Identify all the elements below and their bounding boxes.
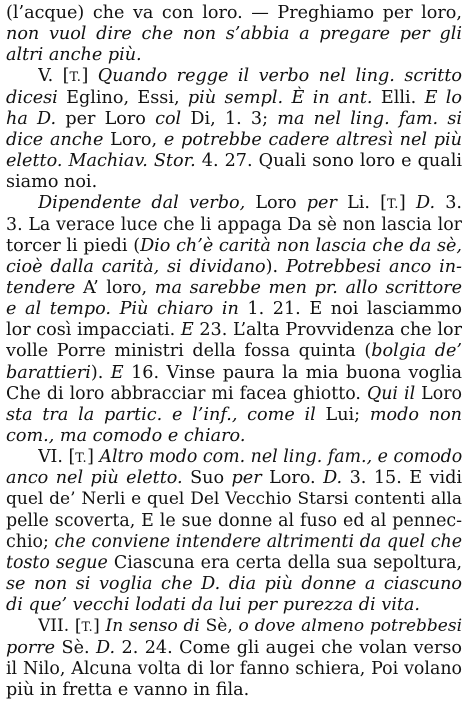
text-segment: Loro,	[103, 129, 164, 150]
text-segment: ]	[93, 616, 106, 637]
italic-text-segment: Potrebbesi anco in-	[285, 256, 462, 277]
text-segment: pelle scoverta, E le sue donne al fuso ed al pennec-	[6, 510, 462, 531]
text-segment: più in fretta e vanno in fila.	[6, 679, 250, 700]
italic-text-segment: e al tempo. Più chiaro in	[6, 299, 239, 320]
italic-text-segment: E	[110, 362, 124, 383]
text-segment: chio;	[6, 531, 55, 552]
text-segment: Sè,	[199, 616, 239, 637]
text-segment: torcer li piedi (	[6, 235, 141, 256]
italic-text-segment: per	[306, 193, 337, 214]
text-segment: ]	[398, 193, 416, 214]
italic-text-segment: dice anche	[6, 129, 104, 150]
italic-text-segment: eletto. Machiav. Stor.	[6, 151, 196, 172]
text-segment: ).	[265, 256, 286, 277]
text-segment: Lui;	[315, 404, 370, 425]
text-segment: T.	[387, 197, 399, 213]
italic-text-segment: cioè dalla carità, si dividano	[6, 256, 266, 277]
text-segment: VI. [	[38, 447, 76, 468]
italic-text-segment: tosto segue	[6, 552, 108, 573]
italic-text-segment: E	[180, 320, 194, 341]
italic-text-segment: se non si voglia che D. dia più donne a ciascuno	[6, 574, 462, 595]
italic-text-segment: per	[231, 468, 262, 489]
italic-text-segment: D.	[415, 193, 436, 214]
italic-text-segment: altri anche più.	[6, 45, 142, 66]
text-segment: volle Porre ministri della fossa quinta (	[6, 341, 372, 362]
text-segment: Eglino, Essi,	[57, 87, 188, 108]
italic-text-segment: Qui il	[366, 383, 416, 404]
italic-text-segment: più sempl.	[187, 87, 284, 108]
text-segment: 3. La verace luce che li appaga Da sè non lascia lor	[6, 214, 462, 235]
text-segment: lor così impacciati.	[6, 320, 181, 341]
text-segment: (l’acque) che va con loro. — Preghiamo per loro,	[6, 3, 462, 23]
italic-text-segment: tendere	[6, 277, 76, 298]
italic-text-segment: col	[155, 108, 182, 129]
text-segment: 4. 27. Quali sono loro e quali	[195, 151, 462, 172]
italic-text-segment: D.	[323, 468, 343, 489]
italic-text-segment: che conviene intendere altrimenti da quel che	[54, 531, 462, 552]
italic-text-segment: ha D.	[6, 108, 57, 129]
text-segment: 2. 24. Come gli augei che volan verso	[115, 637, 462, 658]
text-segment: 1. 21. E noi lasciammo	[238, 299, 462, 320]
italic-text-segment: Dio ch’è carità non lascia che da sè,	[140, 235, 462, 256]
italic-text-segment: o dove almeno potrebbesi	[238, 616, 462, 637]
text-segment: T.	[81, 619, 94, 635]
text-segment: V. [	[38, 66, 70, 87]
text-line	[6, 678, 462, 702]
text-segment: 16. Vinse paura la mia buona voglia	[123, 362, 462, 383]
text-segment: T.	[75, 451, 88, 467]
italic-text-segment: non vuol dire che non s’abbia a pregare per gli	[6, 24, 462, 45]
italic-text-segment: D.	[96, 637, 116, 658]
text-segment: il Nilo, Alcuna volta di lor fanno schiera, Poi volano	[6, 658, 462, 679]
italic-text-segment: Dipendente dal verbo,	[38, 193, 246, 214]
italic-text-segment: Altro modo com. nel ling. fam., e comodo	[99, 447, 462, 468]
text-segment: Elli.	[372, 87, 425, 108]
text-segment: 3.	[435, 193, 462, 214]
text-segment: T.	[69, 70, 82, 86]
italic-text-segment: di que’ vecchi lodati da lui per purezza di vita.	[6, 595, 420, 616]
italic-text-segment: com., ma comodo e chiaro.	[6, 426, 246, 446]
italic-text-segment: porre	[6, 637, 56, 658]
text-segment: 3. 15. E vidi	[342, 468, 462, 489]
text-segment: Suo	[182, 468, 232, 489]
text-segment: Loro.	[261, 468, 324, 489]
text-segment: Che di loro abbracciar mi facea ghiotto.	[6, 383, 367, 404]
italic-text-segment: dicesi	[6, 87, 58, 108]
text-segment: Sè.	[55, 637, 96, 658]
italic-text-segment: In senso di	[105, 616, 200, 637]
italic-text-segment: barattieri	[6, 362, 91, 383]
text-segment: 23. L’alta Provvidenza che lor	[193, 320, 462, 341]
text-segment: Ciascuna era certa della sua sepoltura,	[107, 552, 462, 573]
italic-text-segment: ma nel ling. fam. si	[277, 108, 462, 129]
italic-text-segment: È in ant.	[291, 87, 373, 108]
text-segment: siamo noi.	[6, 172, 98, 193]
italic-text-segment: Quando regge il verbo nel ling. scritto	[97, 66, 462, 87]
italic-text-segment: sta tra la partic. e l’inf., come il	[6, 404, 316, 425]
italic-text-segment: bolgia de’	[371, 341, 462, 362]
text-segment: A’ loro,	[75, 277, 155, 298]
text-segment: Loro	[415, 383, 462, 404]
text-segment: Li. [	[336, 193, 388, 214]
text-segment: ).	[90, 362, 111, 383]
text-segment: quel de’ Nerli e quel Del Vecchio Starsi contenti alla	[6, 489, 462, 510]
text-segment: per Loro	[56, 108, 156, 129]
italic-text-segment: modo non	[369, 404, 462, 425]
text-segment: VII. [	[38, 616, 82, 637]
italic-text-segment: anco nel più eletto.	[6, 468, 183, 489]
italic-text-segment: E lo	[424, 87, 462, 108]
italic-text-segment: e potrebbe cadere altresì nel più	[163, 129, 462, 150]
text-segment: ]	[87, 447, 100, 468]
text-segment: Di, 1. 3;	[181, 108, 278, 129]
text-segment: ]	[81, 66, 98, 87]
text-segment: Loro	[245, 193, 307, 214]
italic-text-segment: ma sarebbe men pr. allo scrittore	[154, 277, 462, 298]
